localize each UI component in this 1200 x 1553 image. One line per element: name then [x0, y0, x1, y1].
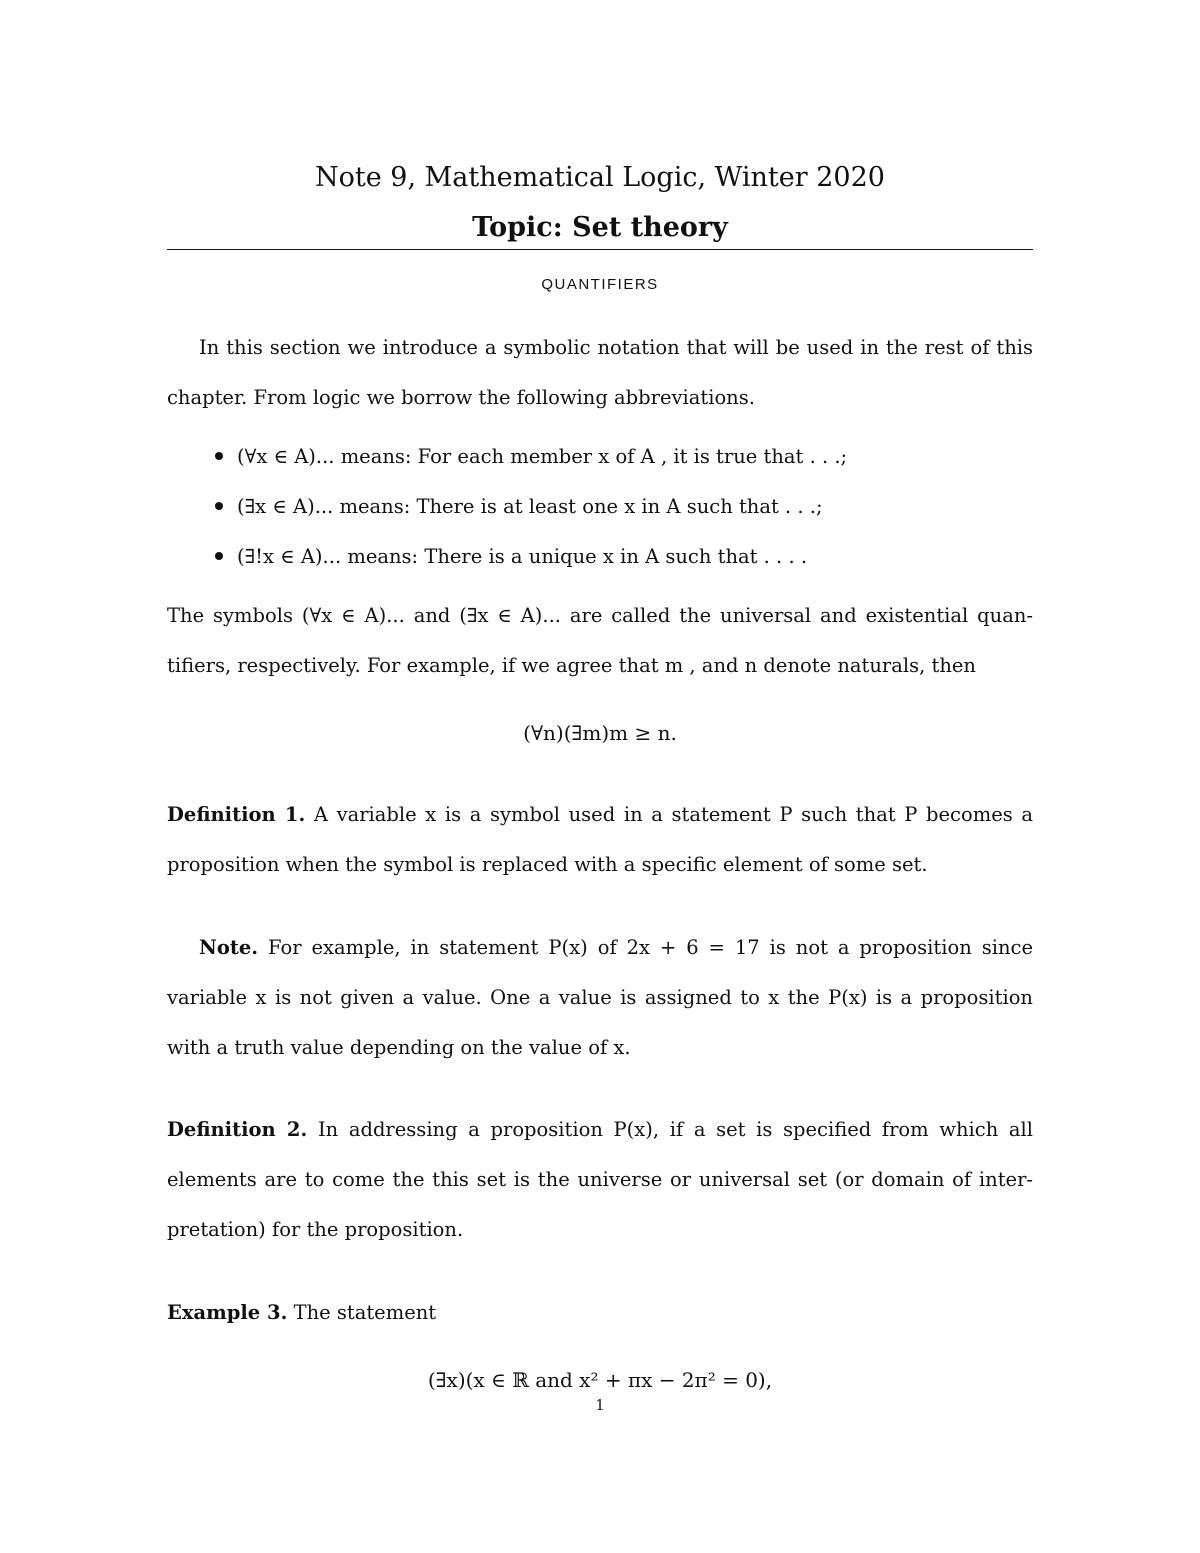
bullet-dot [215, 452, 223, 460]
definition-1-text: A variable x is a symbol used in a statement P such that P becomes a [313, 803, 1033, 826]
section-heading: QUANTIFIERS [541, 276, 659, 293]
quantifiers-line-1: The symbols (∀x ∈ A)... and (∃x ∈ A)... are called the universal and existential quan- [167, 604, 1033, 627]
definition-2-label: Definition 2. [167, 1118, 308, 1141]
example-3-formula: (∃x)(x ∈ ℝ and x² + πx − 2π² = 0), [427, 1368, 773, 1392]
quantifiers-line-2: tifiers, respectively. For example, if we agree that m , and n denote naturals, then [167, 654, 976, 677]
definition-1-line-1 [167, 802, 1033, 828]
definition-2-line-3: pretation) for the proposition. [167, 1218, 464, 1241]
document-title: Note 9, Mathematical Logic, Winter 2020 [315, 162, 885, 193]
note-line-1 [199, 935, 1033, 961]
example-3-label: Example 3. [167, 1301, 288, 1324]
example-3-text: The statement [293, 1301, 437, 1324]
bullet-text: (∀x ∈ A)... means: For each member x of A , it is true that . . .; [237, 445, 848, 468]
intro-line-1: In this section we introduce a symbolic notation that will be used in the rest of this [199, 336, 1033, 359]
note-text: For example, in statement P(x) of 2x + 6 = 17 is not a proposition since [267, 936, 1033, 959]
bullet-text: (∃x ∈ A)... means: There is at least one x in A such that . . .; [237, 495, 823, 518]
definition-2-line-2: elements are to come the this set is the universe or universal set (or domain of inter- [167, 1168, 1033, 1191]
example-3-line [167, 1300, 1033, 1326]
note-line-3: with a truth value depending on the value of x. [167, 1036, 631, 1059]
bullet-existential [215, 494, 823, 520]
note-label: Note. [199, 936, 259, 959]
definition-2-text: In addressing a proposition P(x), if a set is specified from which all [317, 1118, 1034, 1141]
bullet-text: (∃!x ∈ A)... means: There is a unique x in A such that . . . . [237, 545, 808, 568]
note-line-2: variable x is not given a value. One a value is assigned to x the P(x) is a proposition [167, 986, 1033, 1009]
intro-line-2: chapter. From logic we borrow the following abbreviations. [167, 386, 755, 409]
definition-1-label: Definition 1. [167, 803, 306, 826]
bullet-universal [215, 444, 847, 470]
bullet-unique [215, 544, 807, 570]
page-number: 1 [595, 1396, 605, 1414]
definition-2-line-1 [167, 1117, 1033, 1143]
document-topic: Topic: Set theory [472, 212, 728, 243]
title-divider [167, 249, 1033, 250]
definition-1-line-2: proposition when the symbol is replaced with a specific element of some set. [167, 853, 928, 876]
bullet-dot [215, 502, 223, 510]
bullet-dot [215, 552, 223, 560]
quantifier-formula: (∀n)(∃m)m ≥ n. [523, 721, 677, 745]
